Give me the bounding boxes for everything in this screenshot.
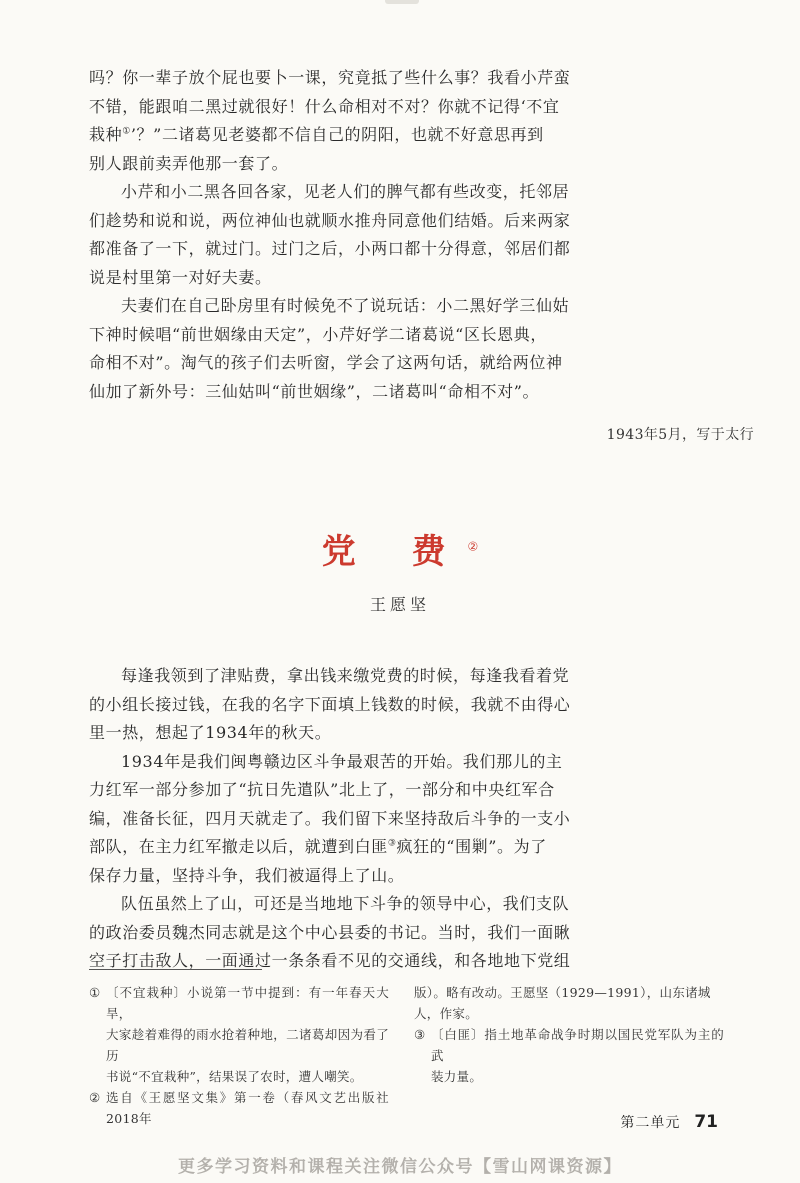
story-ending-text [89, 64, 729, 406]
story-paragraph-3: 夫妻们在自己卧房里有时候免不了说玩话：小二黑好学三仙姑 下神时候唱“前世姻缘由天定”，小芹好学二诸葛说“区长恩典， 命相不对”。淘气的孩子们去听窗，学会了这两句话，就给两位神 仙加了新外号：三仙姑叫“前世姻缘”，二诸葛叫“命相不对”。 [89, 296, 570, 401]
footnote-2-number: ② [89, 1090, 101, 1105]
footnote-divider [89, 969, 262, 970]
footnote-ref-1[interactable]: ① [122, 126, 131, 137]
unit-label: 第二单元 [620, 1115, 681, 1131]
essay-paragraph-3: 队伍虽然上了山，可还是当地地下斗争的领导中心，我们支队 的政治委员魏杰同志就是这个中心县委的书记。当时，我们一面瞅 空子打击敌人，一面通过一条条看不见的交通线，和各地地下党组 [89, 894, 571, 970]
footnote-1-number: ① [89, 985, 101, 1000]
footnote-2 [89, 1087, 389, 1129]
story-paragraph-1: 吗？你一辈子放个屁也要卜一课，究竟抵了些什么事？我看小芹蛮 不错，能跟咱二黑过就很好！什么命相对不对？你就不记得‘不宜 栽种①’？”二诸葛见老婆都不信自己的阴阳，也就不好意思再到 别人跟前卖弄他那一套了。 [89, 68, 571, 173]
footnote-2-text: 选自《王愿坚文集》第一卷（春风文艺出版社2018年 [106, 1090, 389, 1126]
footnotes-left-column [89, 982, 389, 1129]
scan-edge-mark [385, 0, 419, 4]
page-footer [620, 1112, 718, 1132]
page-number: 71 [694, 1112, 718, 1132]
story-signature: 1943年5月，写于太行 [606, 427, 754, 443]
footnote-3-text: 〔白匪〕指土地革命战争时期以国民党军队为主的武 装力量。 [431, 1027, 724, 1084]
essay-author: 王愿坚 [369, 595, 430, 614]
essay-paragraph-2: 1934年是我们闽粤赣边区斗争最艰苦的开始。我们那儿的主 力红军一部分参加了“抗日先遣队”北上了，一部分和中央红军合 编，准备长征，四月天就走了。我们留下来坚持敌后斗争的一支小 部队，在主力红军撤走以后，就遭到白匪③疯狂的“围剿”。为了 保存力量，坚持斗争，我们被逼得上了山。 [89, 751, 571, 885]
footnote-ref-3[interactable]: ③ [387, 838, 397, 849]
essay-paragraph-1: 每逢我领到了津贴费，拿出钱来缴党费的时候，每逢我看着党 的小组长接过钱，在我的名字下面填上钱数的时候，我就不由得心 里一热，想起了1934年的秋天。 [89, 666, 571, 742]
story-paragraph-2: 小芹和小二黑各回各家，见老人们的脾气都有些改变，托邻居 们趁势和说和说，两位神仙也就顺水推舟同意他们结婚。后来两家 都准备了一下，就过门。过门之后，小两口都十分得意，邻居们都 说是村里第一对好夫妻。 [89, 182, 571, 287]
footnote-3 [414, 1024, 724, 1087]
footnotes-right-column [414, 982, 724, 1087]
footnote-ref-2[interactable]: ② [467, 539, 479, 554]
watermark-text: 更多学习资料和课程关注微信公众号【雪山网课资源】 [178, 1157, 622, 1177]
essay-title: 党 费② [321, 532, 479, 572]
footnote-3-number: ③ [414, 1027, 426, 1042]
essay-body [89, 662, 729, 976]
footnote-2-continued: 版）。略有改动。王愿坚（1929—1991），山东诸城 人，作家。 [414, 985, 711, 1021]
footnote-1 [89, 982, 389, 1087]
footnote-1-text: 〔不宜栽种〕小说第一节中提到：有一年春天大旱， 大家趁着难得的雨水抢着种地，二诸葛却因为看了历 书说“不宜栽种”，结果误了农时，遭人嘲笑。 [106, 985, 389, 1084]
